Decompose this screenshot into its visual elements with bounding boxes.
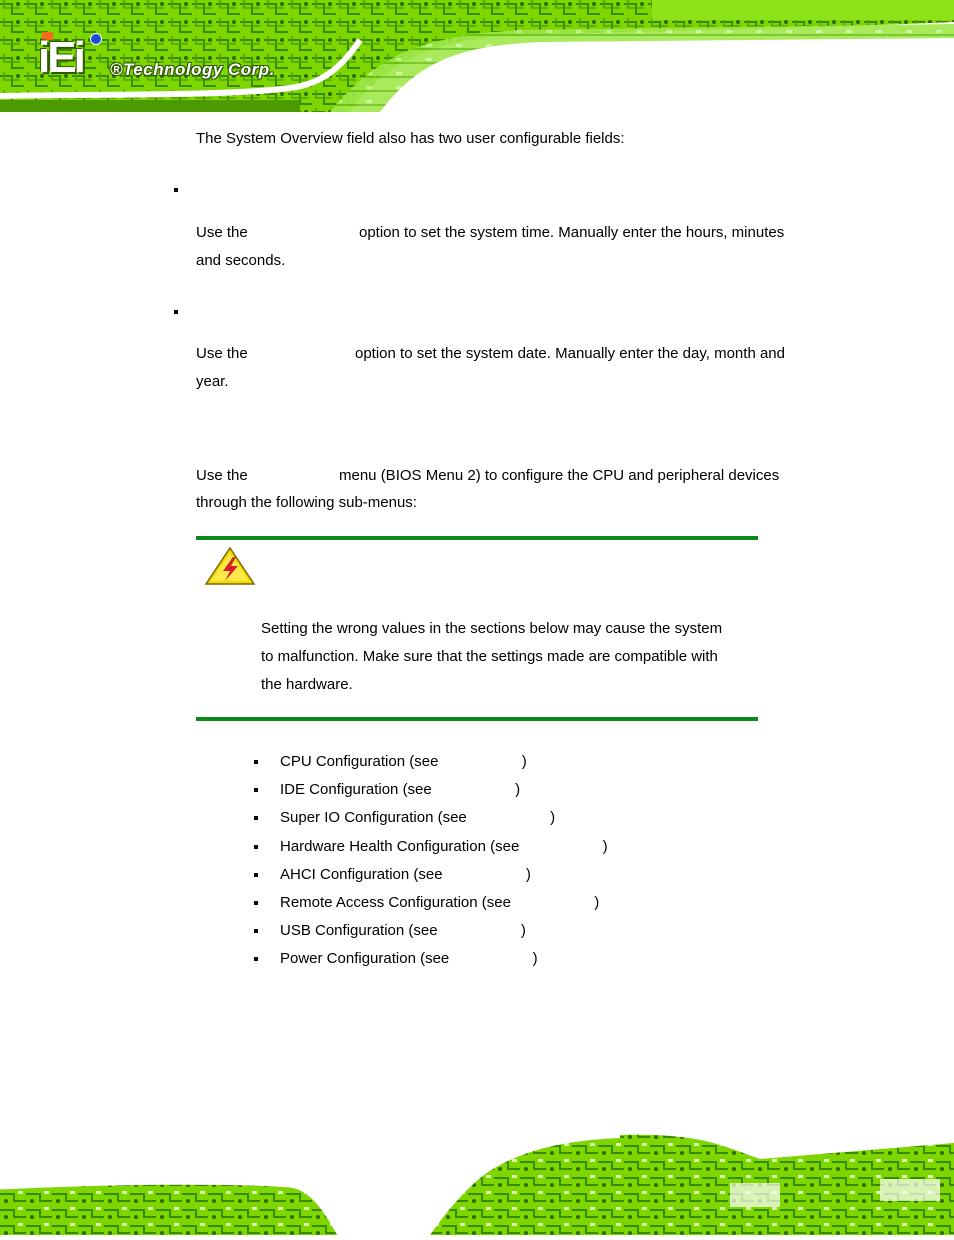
warning-bottom-rule: [196, 717, 758, 721]
list-item: Power Configuration (see ): [254, 945, 608, 973]
warning-line-3: the hardware.: [261, 676, 353, 693]
list-item: AHCI Configuration (see ): [254, 861, 608, 889]
company-logo-text: ®Technology Corp.: [110, 60, 275, 79]
page-header-banner: [0, 0, 954, 112]
list-item: CPU Configuration (see ): [254, 748, 608, 776]
date-text-c: year.: [196, 373, 229, 390]
pcb-header-graphic: [0, 0, 954, 112]
date-text-b: option to set the system date. Manually enter the day, month and: [355, 345, 785, 362]
list-item: Super IO Configuration (see ): [254, 804, 608, 832]
date-text-a: Use the: [196, 345, 248, 362]
warning-triangle-icon: [204, 546, 256, 586]
intro-text: The System Overview field also has two user configurable fields:: [196, 130, 625, 147]
bullet-marker: [174, 310, 178, 314]
list-item: Hardware Health Configuration (see ): [254, 833, 608, 861]
bullet-marker: [174, 188, 178, 192]
company-logo-mark: iEi: [38, 33, 83, 82]
advanced-text-a: Use the: [196, 467, 248, 484]
page-footer-banner: [0, 1125, 954, 1235]
list-item: USB Configuration (see ): [254, 917, 608, 945]
warning-top-rule: [196, 536, 758, 540]
submenu-list: [254, 748, 608, 974]
list-item: IDE Configuration (see ): [254, 776, 608, 804]
advanced-text-b: menu (BIOS Menu 2) to configure the CPU and peripheral devices: [339, 467, 780, 484]
advanced-text-c: through the following sub-menus:: [196, 494, 417, 511]
time-text-c: and seconds.: [196, 252, 286, 269]
logo-dot: [90, 33, 102, 45]
pcb-footer-graphic: [0, 1125, 954, 1235]
list-item: Remote Access Configuration (see ): [254, 889, 608, 917]
warning-line-2: to malfunction. Make sure that the settings made are compatible with: [261, 648, 718, 665]
warning-line-1: Setting the wrong values in the sections below may cause the system: [261, 620, 723, 637]
time-text-b: option to set the system time. Manually enter the hours, minutes: [359, 224, 785, 241]
time-text-a: Use the: [196, 224, 248, 241]
